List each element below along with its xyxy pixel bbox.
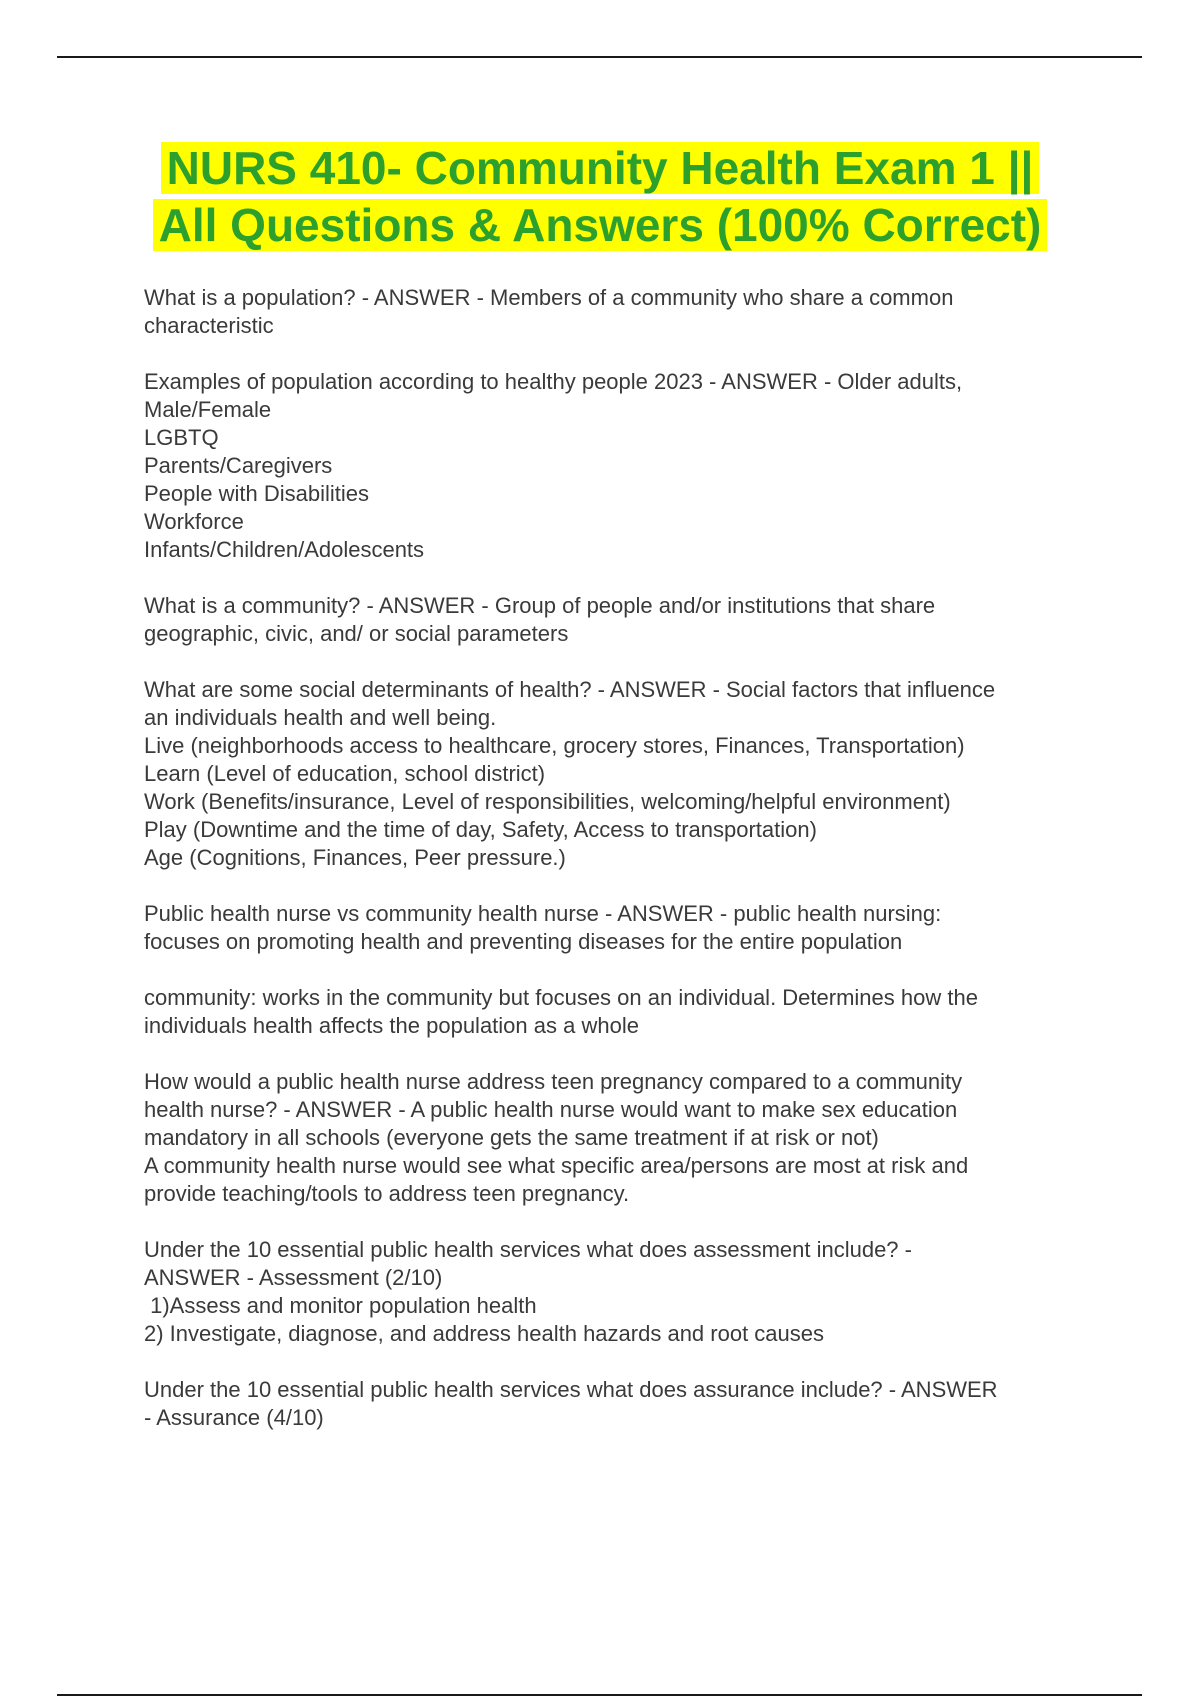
qa-line: mandatory in all schools (everyone gets the same treatment if at risk or not) bbox=[144, 1125, 879, 1150]
qa-block bbox=[144, 984, 1094, 1040]
qa-line: an individuals health and well being. bbox=[144, 705, 497, 730]
qa-line: Examples of population according to healthy people 2023 - ANSWER - Older adults, bbox=[144, 369, 963, 394]
qa-block bbox=[144, 900, 1094, 956]
qa-line: What is a community? - ANSWER - Group of people and/or institutions that share bbox=[144, 593, 936, 618]
qa-block bbox=[144, 368, 1094, 564]
qa-block bbox=[144, 284, 1094, 340]
qa-line: LGBTQ bbox=[144, 425, 219, 450]
page-title bbox=[100, 140, 1100, 254]
qa-line: 1)Assess and monitor population health bbox=[144, 1293, 537, 1318]
qa-line: Male/Female bbox=[144, 397, 272, 422]
qa-line: Work (Benefits/insurance, Level of responsibilities, welcoming/helpful environment) bbox=[144, 789, 951, 814]
qa-line: People with Disabilities bbox=[144, 481, 369, 506]
qa-line: A community health nurse would see what specific area/persons are most at risk and bbox=[144, 1153, 969, 1178]
qa-line: Workforce bbox=[144, 509, 244, 534]
qa-block bbox=[144, 1376, 1094, 1432]
qa-line: Parents/Caregivers bbox=[144, 453, 333, 478]
qa-line: geographic, civic, and/ or social parameters bbox=[144, 621, 569, 646]
qa-line: Public health nurse vs community health nurse - ANSWER - public health nursing: bbox=[144, 901, 942, 926]
top-rule bbox=[57, 56, 1142, 58]
qa-block bbox=[144, 676, 1094, 872]
qa-line: characteristic bbox=[144, 313, 274, 338]
qa-line: 2) Investigate, diagnose, and address health hazards and root causes bbox=[144, 1321, 825, 1346]
qa-line: What is a population? - ANSWER - Members of a community who share a common bbox=[144, 285, 954, 310]
qa-block bbox=[144, 1068, 1094, 1208]
qa-line: Age (Cognitions, Finances, Peer pressure.) bbox=[144, 845, 566, 870]
qa-line: Live (neighborhoods access to healthcare, grocery stores, Finances, Transportation) bbox=[144, 733, 965, 758]
qa-line: Under the 10 essential public health services what does assurance include? - ANSWER bbox=[144, 1377, 998, 1402]
qa-line: ANSWER - Assessment (2/10) bbox=[144, 1265, 443, 1290]
qa-line: Under the 10 essential public health services what does assessment include? - bbox=[144, 1237, 912, 1262]
qa-content bbox=[144, 284, 1094, 1460]
qa-line: What are some social determinants of health? - ANSWER - Social factors that influence bbox=[144, 677, 996, 702]
qa-line: Play (Downtime and the time of day, Safety, Access to transportation) bbox=[144, 817, 817, 842]
qa-line: - Assurance (4/10) bbox=[144, 1405, 324, 1430]
bottom-rule bbox=[57, 1694, 1142, 1696]
qa-line: Learn (Level of education, school district) bbox=[144, 761, 546, 786]
qa-line: How would a public health nurse address teen pregnancy compared to a community bbox=[144, 1069, 963, 1094]
qa-line: community: works in the community but focuses on an individual. Determines how the bbox=[144, 985, 978, 1010]
qa-line: health nurse? - ANSWER - A public health nurse would want to make sex education bbox=[144, 1097, 958, 1122]
qa-line: provide teaching/tools to address teen pregnancy. bbox=[144, 1181, 630, 1206]
qa-line: individuals health affects the population as a whole bbox=[144, 1013, 639, 1038]
qa-line: focuses on promoting health and preventing diseases for the entire population bbox=[144, 929, 903, 954]
qa-block bbox=[144, 592, 1094, 648]
title-line-2: All Questions & Answers (100% Correct) bbox=[153, 199, 1048, 251]
title-line-1: NURS 410- Community Health Exam 1 || bbox=[161, 142, 1040, 194]
qa-line: Infants/Children/Adolescents bbox=[144, 537, 425, 562]
qa-block bbox=[144, 1236, 1094, 1348]
